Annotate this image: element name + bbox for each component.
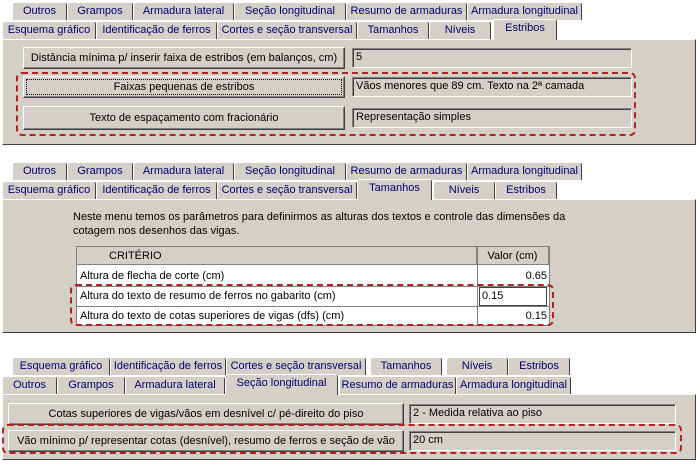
column-header-criterio: CRITÉRIO <box>77 247 477 265</box>
tab-niveis[interactable]: Níveis <box>429 21 491 39</box>
tab-secao-longitudinal[interactable]: Seção longitudinal <box>234 162 346 180</box>
tab-content-secao-longitudinal <box>2 394 696 460</box>
faixas-pequenas-value[interactable]: Vãos menores que 89 cm. Texto na 2ª camada <box>352 77 632 97</box>
tab-resumo-de-armaduras[interactable]: Resumo de armaduras <box>346 162 467 180</box>
tab-row-front <box>0 376 698 394</box>
distancia-minima-value[interactable]: 5 <box>352 48 632 68</box>
tab-tamanhos[interactable]: Tamanhos <box>357 179 432 200</box>
faixas-pequenas-button[interactable]: Faixas pequenas de estribos <box>23 76 345 98</box>
tab-content-estribos <box>2 39 696 145</box>
tab-grampos[interactable]: Grampos <box>67 162 133 180</box>
tab-secao-longitudinal[interactable]: Seção longitudinal <box>234 2 346 20</box>
tab-tamanhos[interactable]: Tamanhos <box>370 357 442 375</box>
tab-esquema-grafico[interactable]: Esquema gráfico <box>2 181 96 199</box>
tab-esquema-grafico[interactable]: Esquema gráfico <box>2 21 96 39</box>
table-row-valor-editing[interactable]: 0.15 <box>479 287 547 306</box>
tab-row-front <box>0 181 698 199</box>
tab-secao-longitudinal[interactable]: Seção longitudinal <box>225 374 338 395</box>
texto-espacamento-button[interactable]: Texto de espaçamento com fracionário <box>23 106 345 130</box>
tab-outros[interactable]: Outros <box>2 376 57 394</box>
tab-niveis[interactable]: Níveis <box>446 357 508 375</box>
cotas-superiores-value[interactable]: 2 - Medida relativa ao piso <box>409 404 676 424</box>
panel-tamanhos <box>0 158 698 338</box>
table-row-criterio: Altura do texto de resumo de ferros no gabarito (cm) <box>80 290 336 302</box>
table-row-valor[interactable]: 0.65 <box>525 270 547 282</box>
column-header-valor: Valor (cm) <box>477 247 549 265</box>
tab-niveis[interactable]: Níveis <box>433 181 495 199</box>
tab-armadura-longitudinal[interactable]: Armadura longitudinal <box>467 162 582 180</box>
tab-outros[interactable]: Outros <box>12 2 67 20</box>
tab-estribos[interactable]: Estribos <box>493 19 557 40</box>
panel-estribos <box>0 0 698 150</box>
table-row-criterio: Altura de flecha de corte (cm) <box>80 270 225 282</box>
tab-row-back <box>0 357 698 375</box>
tab-identificacao-de-ferros[interactable]: Identificação de ferros <box>96 181 217 199</box>
tab-outros[interactable]: Outros <box>12 162 67 180</box>
table-row-valor[interactable]: 0.15 <box>525 310 547 322</box>
tab-cortes-e-secao-transversal[interactable]: Cortes e seção transversal <box>226 357 366 375</box>
tab-armadura-lateral[interactable]: Armadura lateral <box>133 2 234 20</box>
tab-row-back <box>0 162 698 180</box>
tab-estribos[interactable]: Estribos <box>495 181 557 199</box>
description-line-1: Neste menu temos os parâmetros para definirmos as alturas dos textos e controle das dimensões da <box>73 211 566 223</box>
tab-row-front <box>0 21 698 39</box>
tab-armadura-longitudinal[interactable]: Armadura longitudinal <box>456 376 571 394</box>
vao-minimo-value[interactable]: 20 cm <box>409 431 676 451</box>
tab-cortes-e-secao-transversal[interactable]: Cortes e seção transversal <box>217 21 357 39</box>
cotas-superiores-button[interactable]: Cotas superiores de vigas/vãos em desnível c/ pé-direito do piso <box>8 403 404 425</box>
tab-identificacao-de-ferros[interactable]: Identificação de ferros <box>96 21 217 39</box>
criteria-table <box>76 246 550 326</box>
tab-content-tamanhos <box>2 199 696 333</box>
tab-grampos[interactable]: Grampos <box>57 376 125 394</box>
vao-minimo-button[interactable]: Vão mínimo p/ representar cotas (desnível), resumo de ferros e seção de vão <box>8 430 404 452</box>
tab-estribos[interactable]: Estribos <box>508 357 570 375</box>
tab-grampos[interactable]: Grampos <box>67 2 133 20</box>
tab-tamanhos[interactable]: Tamanhos <box>357 21 429 39</box>
tab-cortes-e-secao-transversal[interactable]: Cortes e seção transversal <box>217 181 357 199</box>
tab-row-back <box>0 2 698 20</box>
table-row-criterio: Altura do texto de cotas superiores de vigas (dfs) (cm) <box>80 310 345 322</box>
tab-resumo-de-armaduras[interactable]: Resumo de armaduras <box>346 2 467 20</box>
tab-armadura-lateral[interactable]: Armadura lateral <box>125 376 225 394</box>
tab-armadura-longitudinal[interactable]: Armadura longitudinal <box>467 2 582 20</box>
tab-resumo-de-armaduras[interactable]: Resumo de armaduras <box>339 376 456 394</box>
tab-identificacao-de-ferros[interactable]: Identificação de ferros <box>110 357 226 375</box>
description-line-2: cotagem nos desenhos das vigas. <box>73 225 240 237</box>
distancia-minima-button[interactable]: Distância mínima p/ inserir faixa de estribos (em balanços, cm) <box>23 47 345 69</box>
texto-espacamento-value[interactable]: Representação simples <box>352 108 632 128</box>
tab-armadura-lateral[interactable]: Armadura lateral <box>133 162 234 180</box>
column-divider <box>477 247 478 325</box>
panel-secao-longitudinal <box>0 352 698 465</box>
tab-esquema-grafico[interactable]: Esquema gráfico <box>12 357 110 375</box>
